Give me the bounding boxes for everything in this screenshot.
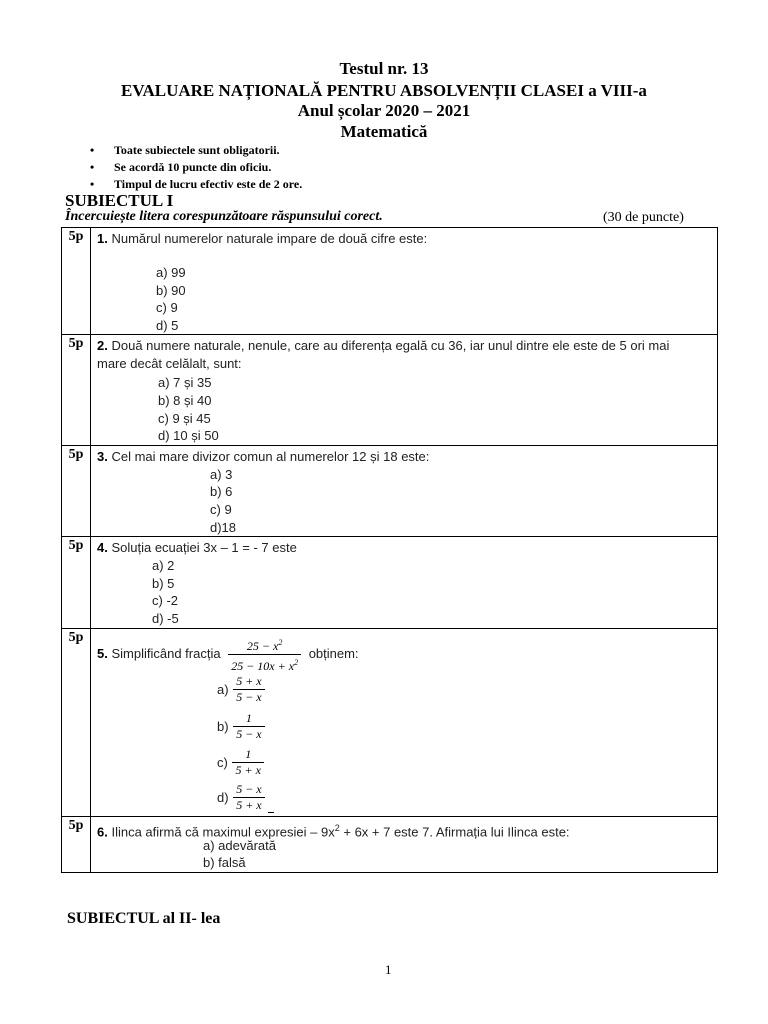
answer-option[interactable]: a) 3 [210, 466, 233, 482]
answer-option[interactable]: d) -5 [152, 610, 179, 626]
answer-option[interactable]: d) 10 și 50 [158, 428, 219, 444]
answer-option[interactable]: a) $\frac{5 + x}{5 - x}$ [217, 674, 265, 705]
question-row [62, 228, 718, 335]
instruction-item: • Timpul de lucru efectiv este de 2 ore. [84, 176, 302, 193]
question-number: 4. [97, 540, 108, 556]
question-text-end: + 6x + 7 este 7. Afirmația lui Ilinca este: [343, 823, 570, 839]
question-text: Ilinca afirmă că maximul expresiei – 9x [111, 823, 335, 839]
section1-title: SUBIECTUL I [65, 191, 174, 210]
question-1 [91, 228, 718, 335]
answer-option[interactable]: a) 7 și 35 [158, 375, 212, 391]
instructions-list [84, 142, 302, 193]
question-points: 5p [62, 816, 91, 872]
test-number: Testul nr. 13 [339, 59, 429, 78]
answer-option[interactable]: c) -2 [152, 593, 178, 609]
answer-option[interactable]: c) 9 [156, 300, 178, 316]
answer-option[interactable]: b) 5 [152, 575, 175, 591]
question-row [62, 628, 718, 816]
answer-options [158, 374, 713, 444]
question-text: Soluția ecuației 3x – 1 = - 7 este [111, 540, 297, 556]
answer-options [156, 264, 713, 334]
school-year: Anul școlar 2020 – 2021 [297, 101, 471, 120]
answer-option[interactable]: a) 2 [152, 558, 175, 574]
instruction-item: • Toate subiectele sunt obligatorii. [84, 142, 302, 159]
page-number: 1 [385, 962, 392, 977]
question-points: 5p [62, 628, 91, 816]
answer-option[interactable]: d) 5 [156, 317, 179, 333]
question-points: 5p [62, 445, 91, 536]
exam-name: EVALUARE NAȚIONALĂ PENTRU ABSOLVENȚII CLASEI a VIII-a [121, 81, 647, 100]
subject-title: Matematică [340, 122, 428, 141]
questions-table [61, 227, 718, 873]
question-3 [91, 445, 718, 536]
answer-option[interactable]: c) $\frac{1}{5 + x}$ [217, 747, 264, 778]
answer-option[interactable]: a) 99 [156, 265, 186, 280]
question-text-continued: mare decât celălalt, sunt: [97, 356, 242, 372]
question-number: 2. [97, 338, 108, 354]
instruction-item: • Se acordă 10 puncte din oficiu. [84, 159, 302, 176]
answer-option[interactable]: d)18 [210, 519, 237, 535]
question-text: Cel mai mare divizor comun al numerelor 12 și 18 este: [111, 448, 430, 464]
question-text: Două numere naturale, nenule, care au diferența egală cu 36, iar unul dintre ele este de 5 ori mai [111, 338, 670, 354]
answer-options [152, 557, 713, 627]
question-5 [91, 628, 718, 816]
question-text: Simplificând fracția [111, 645, 221, 661]
question-number: 5. [97, 645, 108, 661]
question-points: 5p [62, 537, 91, 628]
question-row [62, 537, 718, 628]
question-number: 3. [97, 448, 108, 464]
answer-options [203, 837, 713, 872]
answer-option[interactable]: b) 6 [210, 484, 233, 500]
question-row [62, 445, 718, 536]
question-text: Numărul numerelor naturale impare de două cifre este: [111, 231, 428, 246]
question-text-end: obținem: [308, 645, 359, 661]
answer-options [210, 466, 713, 536]
answer-option[interactable]: b) 8 și 40 [158, 392, 212, 408]
question-row [62, 816, 718, 872]
answer-option[interactable]: b) $\frac{1}{5 - x}$ [217, 711, 265, 742]
answer-option[interactable]: b) 90 [156, 282, 186, 298]
question-row [62, 335, 718, 445]
section1-points: (30 de puncte) [603, 210, 684, 225]
section2-title: SUBIECTUL al II- lea [67, 910, 221, 927]
answer-option[interactable]: b) falsă [203, 855, 246, 871]
question-6: 6. Ilinca afirmă că maximul expresiei – $9x^2 + 6x + 7$ este 7. Afirmația lui Ilinca este: a) adevărată b) falsă [91, 816, 718, 872]
answer-option[interactable]: c) 9 și 45 [158, 410, 211, 426]
question-number: 6. [97, 823, 108, 839]
question-points: 5p [62, 335, 91, 445]
question-number: 1. [97, 231, 108, 246]
section1-instruction: Încercuiește litera corespunzătoare răspunsului corect. [65, 209, 383, 224]
fraction-expression: $\frac{25 - x^2}{25 - 10x + x^2}$ [228, 635, 301, 674]
answer-option[interactable]: d) $\frac{5 - x}{5 + x}$ [217, 782, 274, 813]
answer-option[interactable]: a) adevărată [203, 837, 276, 853]
question-2 [91, 335, 718, 445]
question-4 [91, 537, 718, 628]
answer-option[interactable]: c) 9 [210, 501, 232, 517]
question-points: 5p [62, 228, 91, 335]
